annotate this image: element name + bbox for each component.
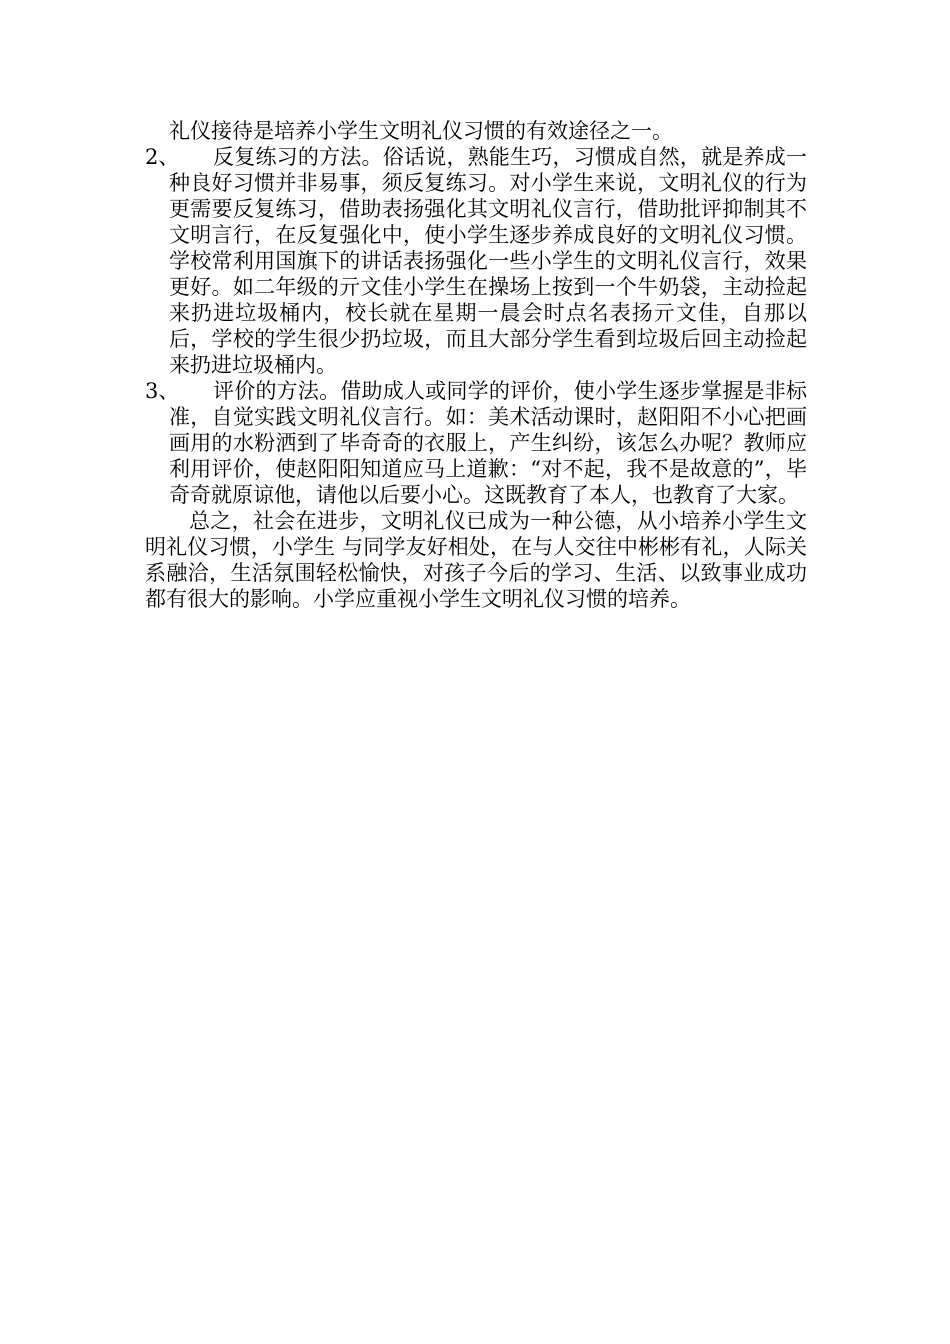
continuation-paragraph: 礼仪接待是培养小学生文明礼仪习惯的有效途径之一。	[169, 119, 673, 143]
list-item-number: 2、	[145, 145, 180, 169]
document-body	[145, 118, 807, 612]
list-item-2	[145, 144, 807, 378]
summary-paragraph: 总之，社会在进步，文明礼仪已成为一种公德，从小培养小学生文明礼仪习惯，小学生 与同学友好相处，在与人交往中彬彬有礼，人际关系融洽，生活氛围轻松愉快，对孩子今后的学习、生活、以致事业成功都有很大的影响。小学应重视小学生文明礼仪习惯的培养。	[145, 509, 807, 611]
list-item-number: 3、	[145, 379, 180, 403]
list-item-text: 评价的方法。借助成人或同学的评价，使小学生逐步掌握是非标准，自觉实践文明礼仪言行。如：美术活动课时，赵阳阳不小心把画画用的水粉洒到了毕奇奇的衣服上，产生纠纷，该怎么办呢？教师应利用评价，使赵阳阳知道应马上道歉：“对不起，我不是故意的”，毕奇奇就原谅他，请他以后要小心。这既教育了本人，也教育了大家。	[169, 379, 807, 507]
list-item-text: 反复练习的方法。俗话说，熟能生巧，习惯成自然，就是养成一种良好习惯并非易事，须反复练习。对小学生来说，文明礼仪的行为更需要反复练习，借助表扬强化其文明礼仪言行，借助批评抑制其不文明言行，在反复强化中，使小学生逐步养成良好的文明礼仪习惯。学校常利用国旗下的讲话表扬强化一些小学生的文明礼仪言行，效果更好。如二年级的亓文佳小学生在操场上按到一个牛奶袋，主动捡起来扔进垃圾桶内，校长就在星期一晨会时点名表扬亓文佳，自那以后，学校的学生很少扔垃圾，而且大部分学生看到垃圾后回主动捡起来扔进垃圾桶内。	[169, 145, 807, 377]
list-item-3	[145, 378, 807, 508]
